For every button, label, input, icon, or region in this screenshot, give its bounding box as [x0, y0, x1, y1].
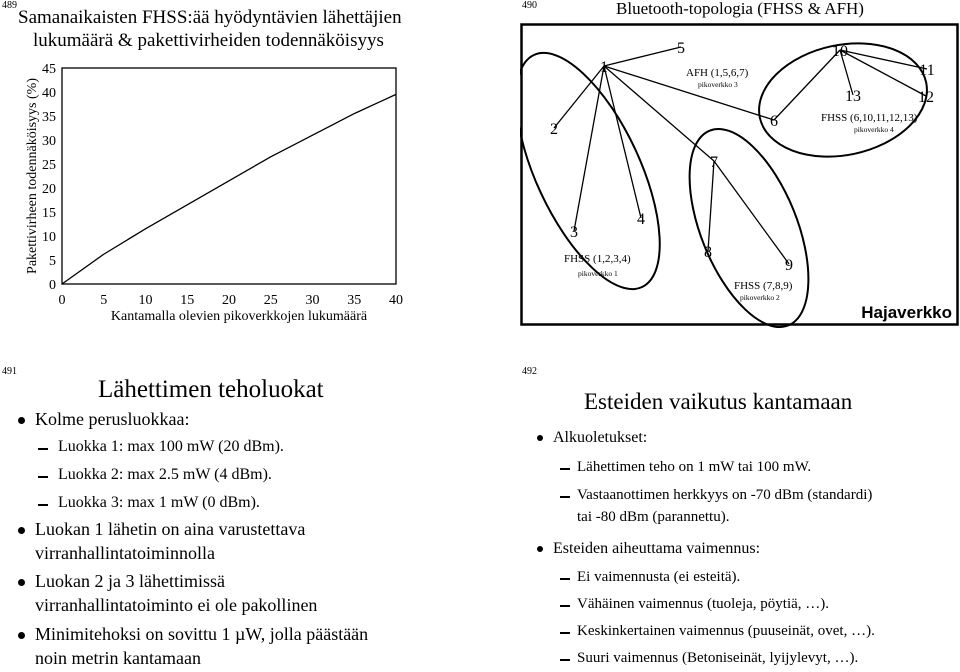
node-8: 8: [704, 244, 712, 261]
node-10: 10: [832, 43, 848, 60]
obstacle-sub-6: [560, 650, 858, 667]
obstacle-sub-3-text: Ei vaimennusta (ei esteitä).: [577, 569, 741, 585]
page-number-491: 491: [2, 366, 17, 377]
x-tick-label: 15: [180, 293, 195, 308]
y-tick-label: 5: [49, 254, 56, 269]
piconet-1-label: FHSS (1,2,3,4): [564, 253, 631, 265]
node-13: 13: [845, 88, 861, 105]
obstacle-bullet-1: [537, 429, 647, 447]
page-number-492: 492: [522, 366, 537, 377]
piconet-2-label: FHSS (7,8,9): [734, 280, 793, 292]
y-axis-label: Pakettivirheen todennäköisyys (%): [25, 78, 40, 274]
node-6: 6: [770, 113, 778, 130]
power-bullet-1-text: Kolme perusluokkaa:: [35, 409, 190, 429]
power-sub-1: [38, 438, 284, 456]
node-5: 5: [677, 40, 685, 57]
x-tick-label: 35: [347, 293, 362, 308]
obstacle-slide: [480, 336, 960, 672]
obstacle-bullet-1-text: Alkuoletukset:: [553, 429, 648, 446]
power-slide: [0, 336, 480, 672]
obstacle-sub-4-text: Vähäinen vaimennus (tuoleja, pöytiä, …).: [577, 596, 830, 612]
page-number-490: 490: [522, 0, 537, 11]
y-tick-label: 15: [42, 206, 56, 221]
obstacle-sub-4: [560, 596, 829, 613]
node-4: 4: [637, 211, 645, 228]
obstacle-title: Esteiden vaikutus kantamaan: [584, 389, 853, 414]
node-1: 1: [600, 59, 608, 76]
power-bullet-4: [18, 624, 368, 645]
power-bullet-4-line1: Minimitehoksi on sovittu 1 µW, jolla päästään: [35, 624, 369, 644]
x-tick-label: 10: [138, 293, 153, 308]
power-sub-1-text: Luokka 1: max 100 mW (20 dBm).: [58, 438, 284, 455]
y-tick-label: 30: [42, 134, 56, 149]
node-2: 2: [550, 121, 558, 138]
links: [554, 47, 927, 264]
y-tick-label: 35: [42, 110, 56, 125]
piconet-1-sub: pikoverkko 1: [578, 269, 618, 278]
power-bullet-3-line1: Luokan 2 ja 3 lähettimissä: [35, 571, 225, 591]
power-bullet-3: [18, 571, 225, 592]
x-tick-label: 5: [100, 293, 108, 308]
topology-slide: [520, 0, 960, 336]
x-tick-label: 20: [222, 293, 236, 308]
chart-title-line1: Samanaikaisten FHSS:ää hyödyntävien lähettäjien: [18, 7, 402, 28]
obstacle-sub-2: [560, 487, 872, 504]
power-sub-2: [38, 466, 272, 484]
power-bullet-2-line1: Luokan 1 lähetin on aina varustettava: [35, 519, 306, 539]
x-axis-label: Kantamalla olevien pikoverkkojen lukumäärä: [110, 309, 368, 324]
chart-slide: [0, 0, 480, 336]
x-tick-label: 25: [263, 293, 278, 308]
piconet-4-sub: pikoverkko 4: [854, 125, 894, 134]
series-line: [62, 94, 396, 284]
plot-frame: [62, 68, 396, 284]
obstacle-bullet-2: [537, 540, 760, 558]
x-tick-label: 40: [389, 293, 403, 308]
x-tick-label: 0: [58, 293, 66, 308]
page-number-489: 489: [2, 0, 17, 11]
y-tick-label: 40: [42, 86, 56, 101]
obstacle-bullet-2-text: Esteiden aiheuttama vaimennus:: [553, 540, 761, 557]
topology-title: Bluetooth-topologia (FHSS & AFH): [616, 0, 864, 18]
y-tick-label: 45: [42, 62, 56, 77]
topology-diagram: [520, 0, 960, 336]
obstacle-sub-2-line1: Vastaanottimen herkkyys on -70 dBm (standardi): [577, 487, 873, 503]
scatternet-label: Hajaverkko: [861, 303, 952, 322]
y-tick-label: 0: [49, 278, 56, 293]
obstacle-sub-6-text: Suuri vaimennus (Betoniseinät, lyijylevyt, …).: [577, 650, 859, 666]
power-sub-3: [38, 494, 260, 512]
node-12: 12: [918, 89, 934, 106]
power-sub-3-text: Luokka 3: max 1 mW (0 dBm).: [58, 494, 260, 511]
node-9: 9: [785, 257, 793, 274]
obstacle-sub-3: [560, 569, 740, 586]
obstacle-sub-1-text: Lähettimen teho on 1 mW tai 100 mW.: [577, 459, 812, 475]
node-11: 11: [919, 62, 935, 79]
piconet-3-sub: pikoverkko 3: [698, 80, 738, 89]
node-3: 3: [570, 224, 578, 241]
piconet-4-label: FHSS (6,10,11,12,13): [821, 112, 918, 124]
node-7: 7: [710, 154, 718, 171]
obstacle-sub-1: [560, 459, 811, 476]
power-sub-2-text: Luokka 2: max 2.5 mW (4 dBm).: [58, 466, 272, 483]
power-bullet-1: [18, 409, 189, 430]
y-tick-label: 10: [42, 230, 56, 245]
power-bullet-2: [18, 519, 305, 540]
power-bullet-3-line2: virranhallintatoiminto ei ole pakollinen: [35, 595, 318, 615]
power-title: Lähettimen teholuokat: [98, 376, 324, 403]
piconet-3-label: AFH (1,5,6,7): [686, 67, 749, 79]
piconet-2-boundary: [665, 113, 833, 336]
obstacle-sub-5: [560, 623, 875, 640]
chart-title-line2: lukumäärä & pakettivirheiden todennäköisyys: [33, 30, 384, 51]
obstacle-sub-2-line2: tai -80 dBm (parannettu).: [577, 509, 730, 525]
piconet-2-sub: pikoverkko 2: [740, 293, 780, 302]
packet-error-chart: [0, 0, 480, 336]
y-tick-label: 25: [42, 158, 56, 173]
x-tick-label: 30: [305, 293, 320, 308]
power-bullet-2-line2: virranhallintatoiminnolla: [35, 543, 215, 563]
power-bullet-4-line2: noin metrin kantamaan: [35, 648, 201, 668]
obstacle-sub-5-text: Keskinkertainen vaimennus (puuseinät, ovet, …).: [577, 623, 875, 639]
y-tick-label: 20: [42, 182, 56, 197]
